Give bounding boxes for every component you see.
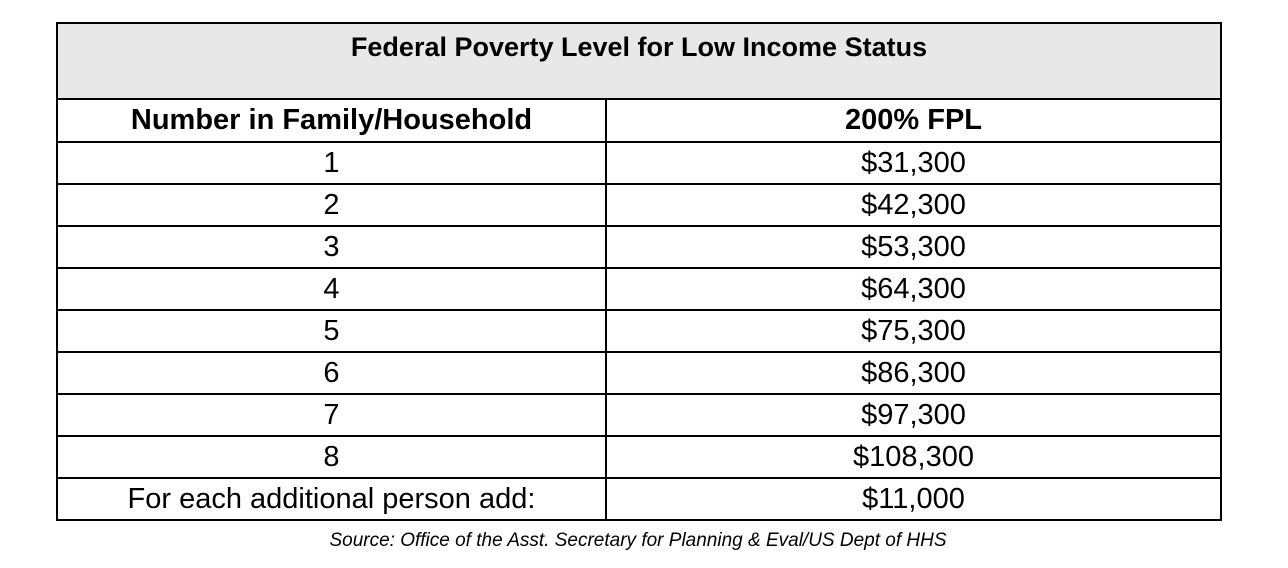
household-size-cell: 2	[57, 184, 606, 226]
fpl-amount-cell: $97,300	[606, 394, 1221, 436]
additional-person-label: For each additional person add:	[57, 478, 606, 520]
table-row	[57, 226, 1221, 268]
table-row	[57, 310, 1221, 352]
fpl-amount-cell: $86,300	[606, 352, 1221, 394]
table-row	[57, 436, 1221, 478]
table-title: Federal Poverty Level for Low Income Status	[57, 23, 1221, 99]
fpl-amount-cell: $42,300	[606, 184, 1221, 226]
table-row-additional-person	[57, 478, 1221, 520]
household-size-cell: 7	[57, 394, 606, 436]
title-row	[57, 23, 1221, 99]
table-row	[57, 394, 1221, 436]
household-size-cell: 1	[57, 142, 606, 184]
household-size-cell: 6	[57, 352, 606, 394]
header-household-size: Number in Family/Household	[57, 99, 606, 142]
household-size-cell: 4	[57, 268, 606, 310]
fpl-amount-cell: $64,300	[606, 268, 1221, 310]
table-row	[57, 268, 1221, 310]
additional-person-amount: $11,000	[606, 478, 1221, 520]
header-fpl-200: 200% FPL	[606, 99, 1221, 142]
household-size-cell: 3	[57, 226, 606, 268]
fpl-amount-cell: $31,300	[606, 142, 1221, 184]
household-size-cell: 8	[57, 436, 606, 478]
fpl-table	[56, 22, 1222, 521]
fpl-amount-cell: $75,300	[606, 310, 1221, 352]
fpl-amount-cell: $53,300	[606, 226, 1221, 268]
table-row	[57, 184, 1221, 226]
header-row	[57, 99, 1221, 142]
table-row	[57, 352, 1221, 394]
source-note: Source: Office of the Asst. Secretary for Planning & Eval/US Dept of HHS	[329, 530, 947, 551]
fpl-amount-cell: $108,300	[606, 436, 1221, 478]
household-size-cell: 5	[57, 310, 606, 352]
table-row	[57, 142, 1221, 184]
